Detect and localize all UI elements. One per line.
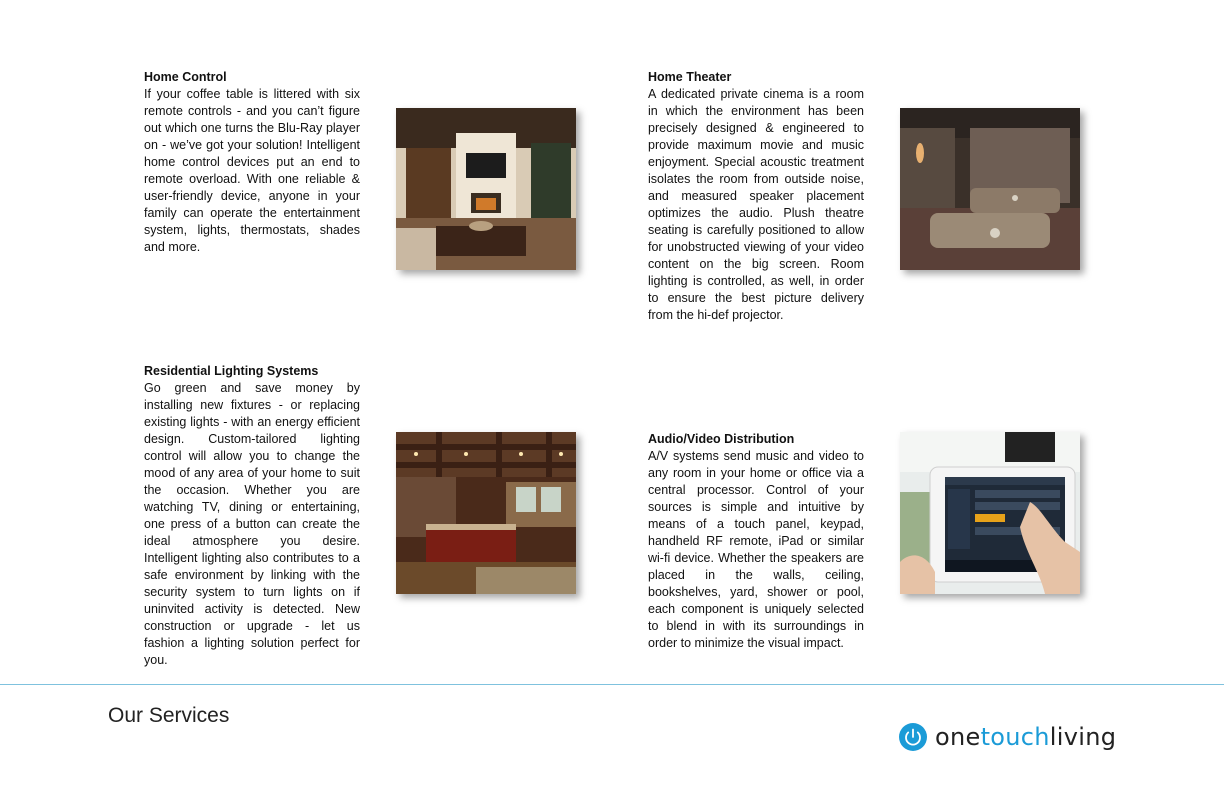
service-av-distribution	[648, 431, 864, 652]
service-description: Go green and save money by installing new fixtures - or replacing existing lights - with an energy efficient design. Custom-tailored lighting control will allow you to change the mood of any area of your home to suit the occasion. Whether you are watching TV, dining or entertaining, one press of a button can create the ideal atmosphere you desire. Intelligent lighting also contributes to a safe environment by linking with the security system to turn lights on if uninvited activity is detected. New construction or upgrade - let us fashion a lighting solution perfect for you.	[144, 381, 360, 667]
service-title: Home Theater	[648, 70, 732, 84]
logo-wordmark	[935, 723, 1116, 751]
logo-word-touch: touch	[980, 723, 1050, 751]
logo-word-one: one	[935, 723, 981, 751]
service-description: A/V systems send music and video to any room in your home or office via a central processor. Control of your sources is simple and intuitive by means of a touch panel, keypad, handheld RF remote, iPad or similar wi-fi device. Whether the speakers are placed in the walls, ceiling, bookshelves, yard, shower or pool, each component is uniquely selected to blend in with its surroundings in order to minimize the visual impact.	[648, 449, 864, 650]
company-logo	[899, 722, 1116, 752]
living-room-photo	[396, 108, 576, 270]
power-icon	[899, 723, 927, 751]
service-title: Home Control	[144, 70, 227, 84]
service-title: Audio/Video Distribution	[648, 432, 795, 446]
ipad-control-photo	[900, 432, 1080, 594]
page-title: Our Services	[108, 704, 230, 727]
service-title: Residential Lighting Systems	[144, 364, 319, 378]
service-residential-lighting	[144, 363, 360, 669]
logo-word-living: living	[1049, 723, 1117, 751]
service-description: If your coffee table is littered with six remote controls - and you can’t figure out which one turns the Blu-Ray player on - we’ve got your solution! Intelligent home control devices put an end to remote overload. With one reliable & user-friendly device, anyone in your family can operate the entertainment system, lights, thermostats, shades and more.	[144, 87, 360, 254]
footer-divider	[0, 684, 1224, 685]
service-home-control	[144, 69, 360, 256]
service-description: A dedicated private cinema is a room in which the environment has been precisely designed & engineered to provide maximum movie and music enjoyment. Special acoustic treatment isolates the room from outside noise, and measured speaker placement optimizes the audio. Plush theatre seating is carefully positioned to allow for unobstructed viewing of your video content on the big screen. Room lighting is controlled, as well, in order to ensure the best picture delivery from the hi-def projector.	[648, 87, 864, 322]
service-home-theater	[648, 69, 864, 324]
home-theater-photo	[900, 108, 1080, 270]
kitchen-lighting-photo	[396, 432, 576, 594]
